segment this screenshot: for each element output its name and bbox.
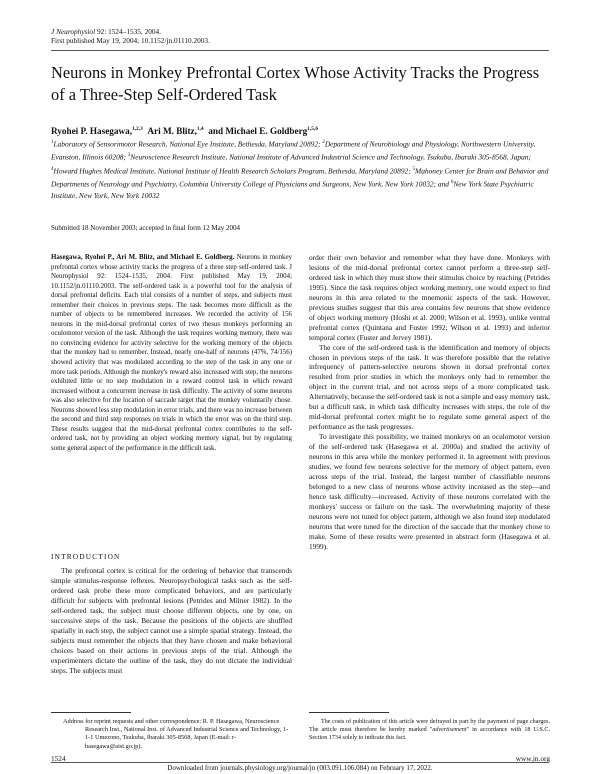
author-list	[51, 123, 551, 137]
author-1: Ryohei P. Hasegawa,$^{1,2,3}$	[51, 126, 143, 137]
correspondence-footnote: Address for reprint requests and other correspondence: R. P. Hasegawa, Neuroscience Research Inst., National Inst. of Advanced Industrial Science and Technology, 1-1-1 Umezono, Tsukuba, Ibaraki 305-8568, Japan (E-mail: r-hasegawa@aist.go.jp).	[63, 718, 289, 750]
intro-paragraph-1: The prefrontal cortex is critical for the ordering of behavior that transcends simple stimulus-response reflexes. Neuropsychological tasks such as the self-ordered task probe these more complicated behaviors, and are particularly difficult for subjects with prefrontal lesions (Petrides and Milner 1982). In the self-ordered task, the subject must choose different objects, one by one, on successive steps of the task. Because the positions of the objects are shuffled spatially in each step, the subject cannot use a simple spatial strategy. Instead, the subjects must remember the objects that they have chosen and make behavioral choices based on their actions in previous steps of the trial. Although the experimenters dictate the outline of the task, they do not dictate the individual steps. The subjects must	[51, 566, 292, 675]
footnote-divider-left	[51, 712, 131, 713]
author-3: and Michael E. Goldberg$^{1,5,6}$	[208, 126, 319, 137]
journal-website: www.jn.org	[515, 754, 550, 763]
intro-paragraph-2: order their own behavior and remember what they have done. Monkeys with lesions of the mid-dorsal prefrontal cortex cannot perform a three-step self-ordered task in which they must show their stimulus choice by reaching (Petrides 1995). Since the task requires object working memory, one would expect to find neurons in this area related to the mnemonic aspects of the task. However, previous studies suggest that this area contains few neurons that show evidence of object working memory (Hoshi et al. 2000; Wilson et al. 1993), unlike ventral prefrontal cortex (Quintana and Fuster 1992; Wilson et al. 1993) and inferior temporal cortex (Fuster and Jervey 1981).	[309, 253, 550, 342]
journal-name: J Neurophysiol	[51, 27, 96, 36]
affiliations: $^1$Laboratory of Sensorimotor Research, National Eye Institute, Bethesda, Maryland 20892; $^2$Department of Neurobiology and Physiology, Northwestern University, Evanston, Illinois 60208; $^3$Neuroscience Research Institute, National Institute of Advanced Industrial Science and Technology, Tsukuba, Ibaraki 305-8568, Japan; $^4$Howard Hughes Medical Institute, National Institute of Health Research Scholars Program, Bethesda, Maryland 20892; $^5$Mahoney Center for Brain and Behavior and Departments of Neurology and Psychiatry, Columbia University College of Physicians and Surgeons, New York, New York 10032; and $^6$New York State Psychiatric Institute, New York, New York 10032	[51, 139, 549, 201]
article-title: Neurons in Monkey Prefrontal Cortex Whose Activity Tracks the Progress of a Three-Step Self-Ordered Task	[51, 63, 540, 104]
citation-line	[51, 27, 471, 36]
submission-dates: Submitted 18 November 2003; accepted in final form 12 May 2004	[51, 224, 240, 232]
journal-citation: 92: 1524–1535, 2004.	[96, 27, 162, 36]
journal-header	[51, 27, 471, 45]
abstract-text: Neurons in monkey prefrontal cortex whose activity tracks the progress of a three step self-ordered task. J Neurophysiol 92: 1524–1535, 2004. First published May 19, 2004; 10.1152/jn.01110.2003. The self-ordered task is a powerful tool for the analysis of dorsal prefrontal deficits. Each trial consists of a number of steps, and subjects must remember their choices in previous steps. The task becomes more difficult as the number of objects to be remembered increases. We recorded the activity of 156 neurons in the mid-dorsal prefrontal cortex of two rhesus monkeys performing an oculomotor version of the task. Although the task requires working memory, there was no convincing evidence for activity selective for the working memory of the objects that the monkey had to remember. Instead, nearly one-half of neurons (47%, 74/156) showed activity that was modulated according to the step of the task in any one or more task periods. Although the monkey's reward also increased with step, the neurons exhibited little or no step modulation in a reward control task in which reward increased without a concurrent increase in task difficulty. The activity of some neurons was also selective for the location of saccade target that the monkey voluntarily chose. Neurons showed less step modulation in error trials, and there was no increase between the second and third step responses on trials in which the error was on the third step. These results suggest that the mid-dorsal prefrontal cortex contributes to the self-ordered task, not by providing an object working memory signal, but by regulating some general aspect of the performance in the difficult task.	[51, 254, 292, 452]
page-number: 1524	[51, 754, 66, 763]
publication-line: First published May 19, 2004; 10.1152/jn.01110.2003.	[51, 36, 210, 45]
abstract-lead: Hasegawa, Ryohei P., Ari M. Blitz, and Michael E. Goldberg.	[51, 254, 235, 261]
introduction-left-column	[51, 566, 292, 675]
intro-paragraph-3: The core of the self-ordered task is the identification and memory of objects chosen in previous steps of the task. It was therefore possible that the relative infrequency of pattern-selective neurons shown in dorsal prefrontal cortex resulted from prior studies in which the monkeys only had to remember the object in the current trial, and not across steps of a more complicated task. Alternatively, because the self-ordered task is not a simple and easy memory task, but a difficult task, in which task difficulty increases with steps, the role of the mid-dorsal prefrontal cortex might be to regulate some general aspect of the performance as the task progresses.	[309, 342, 550, 432]
introduction-right-column	[309, 253, 550, 552]
header-divider	[51, 50, 549, 51]
download-notice: Downloaded from journals.physiology.org/journal/jn (003.091.106.084) on February 17, 2022.	[167, 764, 433, 772]
intro-paragraph-4: To investigate this possibility, we trained monkeys on an oculomotor version of the self-ordered task (Hasegawa et al. 2000a) and studied the activity of neurons in this area while the monkey performed it. In agreement with previous studies, we found few neurons selective for the memory of object pattern, even across steps of the trial. Instead, the largest number of classifiable neurons belonged to a new class of neurons whose activity increased as the step—and hence task difficulty—increased. Activity of these neurons correlated with the monkeys' success or failure on the task. The overwhelming majority of these neurons were not tuned for object pattern, although we also found step modulated neurons that were tuned for the direction of the saccade that the monkey chose to make. Some of these results were presented in abstract form (Hasegawa et al. 1999).	[309, 432, 550, 551]
footnote-divider-right	[309, 712, 389, 713]
footer-divider	[51, 762, 549, 763]
abstract	[51, 253, 292, 453]
page-charges-footnote: The costs of publication of this article were defrayed in part by the payment of page charges. The article must therefore be hereby marked "advertisement" in accordance with 18 U.S.C. Section 1734 solely to indicate this fact.	[309, 719, 550, 742]
section-heading-introduction: INTRODUCTION	[51, 552, 121, 561]
author-2: Ari M. Blitz,$^{1,4}$	[147, 126, 204, 137]
